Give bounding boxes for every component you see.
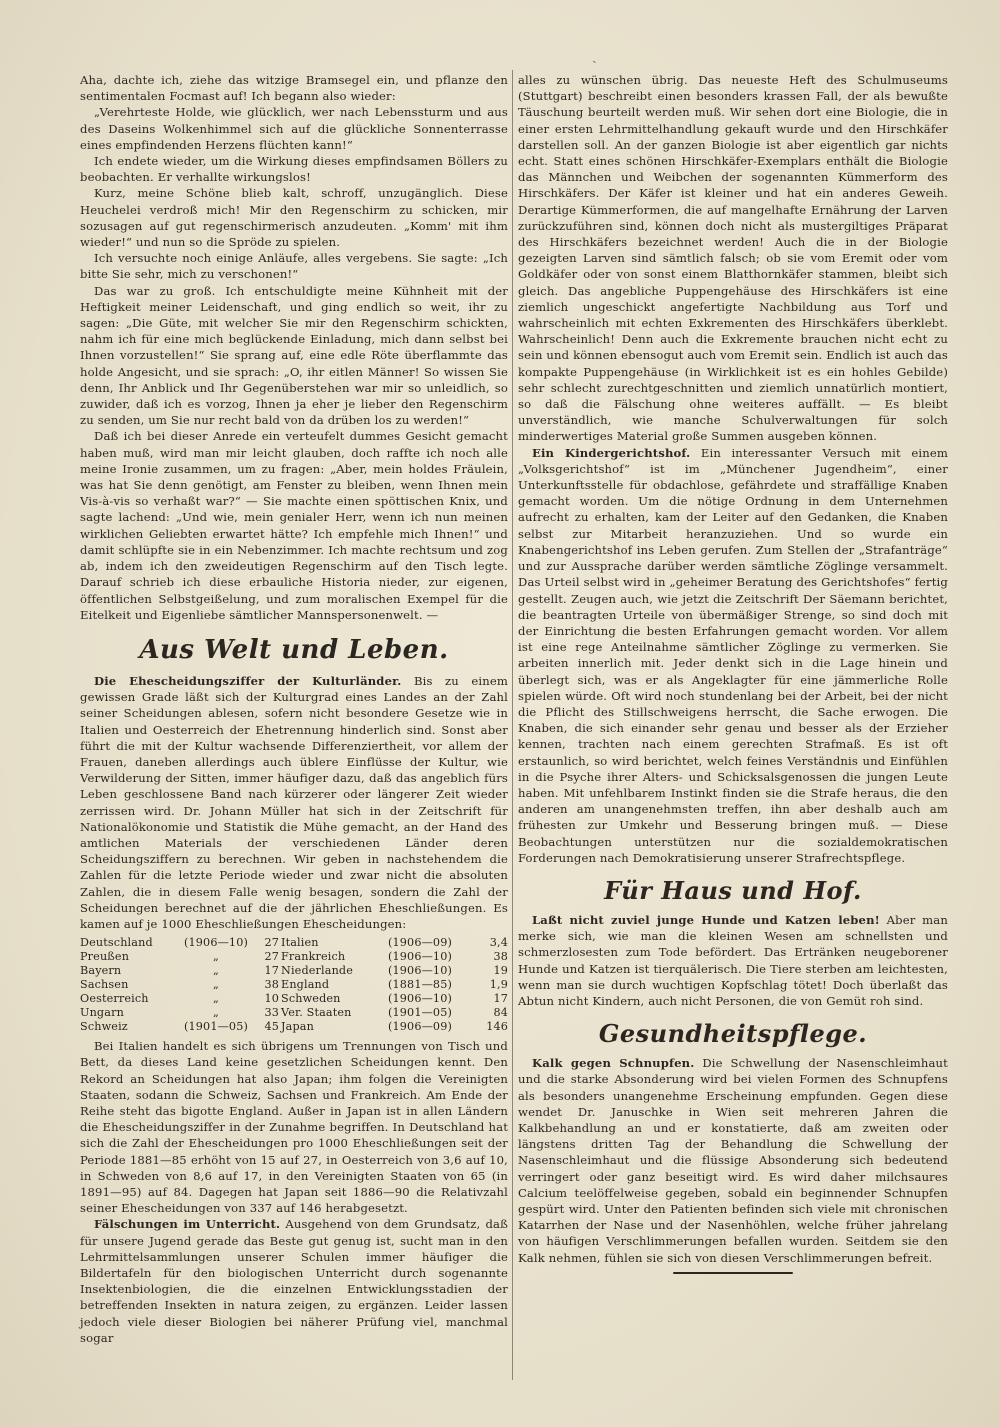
article-title: Laßt nicht zuviel junge Hunde und Katzen leben! [532,912,880,927]
column-divider [512,70,513,1380]
table-cell: 17 [264,964,279,978]
article-text: Aber man merke sich, wie man die kleinen Wesen am schnellsten und schmerzlosesten zum Tode befördert. Das Ertränken neugeborener Hunde und Katzen ist tierquälerisch. Die Tiere sterben am leichtesten, wenn man sie durch wuchtigen Kopfschlag tötet! Doch überlaßt das Abtun nicht Kindern, auch nicht Personen, die von Gemüt roh sind. [518,912,948,1008]
section-heading-welt-leben: Aus Welt und Leben. [139,634,449,665]
article-pets [518,912,948,1009]
table-cell: „ [213,978,219,992]
table-row [80,936,508,950]
article-title: Ein Kindergerichtshof. [532,445,691,460]
article-childrens-court [518,445,948,866]
article-forgeries [80,1216,508,1346]
article-title: Die Ehescheidungsziffer der Kulturländer. [94,673,402,688]
table-cell: 27 [264,936,279,950]
table-row [80,950,508,964]
table-cell: Italien [281,936,319,950]
article-title: Kalk gegen Schnupfen. [532,1056,695,1071]
table-cell: „ [213,964,219,978]
section-heading-gesundheit: Gesundheitspflege. [598,1019,868,1049]
table-cell: 84 [493,1006,508,1020]
table-cell: Frankreich [281,950,346,964]
article-paragraph: alles zu wünschen übrig. Das neueste Heft des Schulmuseums (Stuttgart) beschreibt einen besonders krassen Fall, der als bewußte Täuschung beurteilt werden muß. Wir sehen dort eine Biologie, die in einer ersten Lehrmittelhandlung gekauft wurde und den Hirschkäfer darstellen soll. An der ganzen Biologie ist aber eigentlich gar nichts echt. Statt eines schönen Hirschkäfer-Exemplars enthält die Biologie das Männchen und Weibchen der sogenannten Kümmerform des Hirschkäfers. Der Käfer ist kleiner und hat ein anderes Geweih. Derartige Kümmerformen, die auf mangelhafte Ernährung der Larven zurückzuführen sind, können doch nicht als mustergiltiges Präparat des Hirschkäfers bezeichnet werden! Auch die in der Biologie gezeigten Larven sind sämtlich falsch; ob sie vom Eremit oder vom Goldkäfer oder von sonst einem Blatthornkäfer stammen, bleibt sich gleich. Das angebliche Puppengehäuse des Hirschkäfers ist eine ziemlich ungeschickt angefertigte Nachbildung aus Torf und wahrscheinlich mit echten Exkrementen des Hirschkäfers überklebt. Wahrscheinlich! Denn auch die Exkremente brauchen nicht echt zu sein und können ebensogut auch vom Eremit sein. Endlich ist auch das kompakte Puppengehäuse (in Wirklichkeit ist es ein hohles Gebilde) sehr schlecht zurechtgeschnitten und ziemlich unnatürlich montiert, so daß die Fälschung ohne weiteres auffällt. — Es bleibt unverständlich, wie manche Schulverwaltungen für solch minderwertiges Material große Summen ausgeben können. [518,73,948,444]
right-column [518,72,948,1274]
article-text: Die Schwellung der Nasenschleimhaut und die starke Absonderung wird bei vielen Formen des Schnupfens als besonders unangenehme Erscheinung empfunden. Gegen diese wendet Dr. Januschke in Wien seit mehreren Jahren die Kalkbehandlung an und er konstatierte, daß am zweiten oder längstens dritten Tag der Behandlung die Schwellung der Nasenschleimhaut und die flüssige Absonderung sich bedeutend verringert oder ganz beseitigt wird. Es wird daher milchsaures Calcium teelöffelweise gegeben, sobald ein beginnender Schnupfen gespürt wird. Unter den Patienten befinden sich viele mit chronischen Katarrhen der Nase und der Nasenhöhlen, welche früher jahrelang von häufigen Verschlimmerungen befallen wurden. Seitdem sie den Kalk nehmen, fühlen sie sich von diesen Verschlimmerungen befreit. [518,1056,948,1265]
table-cell: 1,9 [489,978,508,992]
table-cell: 38 [493,950,508,964]
table-cell: 3,4 [489,936,508,950]
article-text: Ausgehend von dem Grundsatz, daß für unsere Jugend gerade das Beste gut genug ist, sucht man in den Lehrmittelsammlungen unserer Schulen immer häufiger die Bildertafeln für den biologischen Unterricht durch sogenannte Insektenbiologien, die die einzelnen Entwicklungsstadien der betreffenden Insekten in natura zeigen, zu ergänzen. Leider lassen jedoch viele dieser Biologien bei näherer Prüfung viel, manchmal sogar [80,1217,508,1345]
table-cell: Bayern [80,964,122,978]
table-cell: Preußen [80,950,130,964]
table-cell: 146 [486,1020,508,1034]
table-cell: 17 [493,992,508,1006]
story-paragraph: Das war zu groß. Ich entschuldigte meine Kühnheit mit der Heftigkeit meiner Leidenschaft, und ging endlich so weit, ihr zu sagen: „Die Güte, mit welcher Sie mir den Regenschirm schickten, nahm ich für eine mich beglückende Einladung, mich dann selbst bei Ihnen vorzustellen!“ Sie sprang auf, eine edle Röte überflammte das holde Angesicht, und sie sprach: „O, ihr eitlen Männer! So wissen Sie denn, Ihr Anblick und Ihr Gegenüberstehen war mir so unleidlich, so zuwider, daß ich es vorzog, Ihnen ja eher je lieber den Regenschirm zu senden, um Sie nur recht bald von da drüben los zu werden!“ [80,283,508,428]
table-cell: (1906—09) [388,1020,452,1034]
end-rule [673,1272,793,1274]
left-column [80,72,508,1346]
table-cell: Ver. Staaten [281,1006,352,1020]
table-cell: (1901—05) [184,1020,248,1034]
table-cell: Schweiz [80,1020,128,1034]
table-row [80,1020,508,1034]
table-cell: (1906—10) [388,964,452,978]
table-row [80,978,508,992]
table-cell: 10 [264,992,279,1006]
table-cell: 19 [493,964,508,978]
table-cell: Schweden [281,992,341,1006]
table-row [80,964,508,978]
table-cell: „ [213,992,219,1006]
divorce-stats-table [80,936,508,1034]
table-cell: „ [213,950,219,964]
article-title: Fälschungen im Unterricht. [94,1217,281,1232]
table-cell: Oesterreich [80,992,149,1006]
story-paragraph: Ich endete wieder, um die Wirkung dieses empfindsamen Böllers zu beobachten. Er verhallte wirkungslos! [80,154,508,185]
section-heading-haus-hof: Für Haus und Hof. [604,875,862,905]
table-cell: Deutschland [80,936,153,950]
table-cell: 33 [264,1006,279,1020]
table-cell: 38 [264,978,279,992]
article-paragraph: Bei Italien handelt es sich übrigens um Trennungen von Tisch und Bett, da dieses Land keine gesetzlichen Scheidungen kennt. Den Rekord an Scheidungen hat also Japan; ihm folgen die Vereinigten Staaten, sodann die Schweiz, Sachsen und Frankreich. Am Ende der Reihe steht das bigotte England. Außer in Japan ist in allen Ländern die Ehescheidungsziffer in der Zunahme begriffen. In Deutschland hat sich die Zahl der Ehescheidungen pro 1000 Eheschließungen seit der Periode 1881—85 erhöht von 15 auf 27, in Oesterreich von 3,6 auf 10, in Schweden von 8,6 auf 17, in den Vereinigten Staaten von 65 (in 1891—95) auf 84. Dagegen hat Japan seit 1886—90 die Relativzahl seiner Ehescheidungen von 337 auf 146 herabgesetzt. [80,1039,508,1216]
story-paragraph: Daß ich bei dieser Anrede ein verteufelt dummes Gesicht gemacht haben muß, wird man mir leicht glauben, doch raffte ich noch alle meine Ironie zusammen, um zu fragen: „Aber, mein holdes Fräulein, was hat Sie denn genötigt, am Fenster zu bleiben, wenn Ihnen mein Vis-à-vis so verhaßt war?“ — Sie machte einen spöttischen Knix, und sagte lachend: „Und wie, mein genialer Herr, wenn ich nun meinen wirklichen Geliebten erwartet hätte? Ich empfehle mich Ihnen!“ und damit schlüpfte sie in ein Nebenzimmer. Ich machte rechtsum und zog ab, indem ich den zweideutigen Regenschirm auf den Tisch legte. Darauf schrieb ich diese erbauliche Historia nieder, zur eigenen, öffentlichen Selbstgeißelung, und zum moralischen Exempel für die Eitelkeit und Eigenliebe sämtlicher Mannspersonenwelt. — [80,429,508,622]
table-cell: „ [213,1006,219,1020]
article-divorce [80,673,508,932]
table-cell: Japan [281,1020,314,1034]
table-cell: Ungarn [80,1006,124,1020]
table-cell: (1881—85) [388,978,452,992]
story-paragraph: Kurz, meine Schöne blieb kalt, schroff, unzugänglich. Diese Heuchelei verdroß mich! Mir den Regenschirm zu schicken, mir sozusagen auf gut regenschirmerisch anzudeuten. „Komm' mit ihm wieder!“ und nun so die Spröde zu spielen. [80,186,508,250]
table-cell: Niederlande [281,964,354,978]
table-cell: (1906—10) [388,950,452,964]
story-paragraph: Ich versuchte noch einige Anläufe, alles vergebens. Sie sagte: „Ich bitte Sie sehr, mich zu verschonen!“ [80,251,508,282]
table-row [80,1006,508,1020]
story-paragraph: Aha, dachte ich, ziehe das witzige Bramsegel ein, und pflanze den sentimentalen Focmast auf! Ich begann also wieder: [80,73,508,104]
article-lime [518,1055,948,1266]
table-cell: Sachsen [80,978,129,992]
table-cell: (1906—09) [388,936,452,950]
table-row [80,992,508,1006]
story-paragraph: „Verehrteste Holde, wie glücklich, wer nach Lebenssturm und aus des Daseins Wolkenhimmel sich auf die glückliche Sonnenterrasse eines empfindenden Herzens flüchten kann!“ [80,105,508,152]
table-cell: 45 [264,1020,279,1034]
table-cell: (1901—05) [388,1006,452,1020]
article-text: Ein interessanter Versuch mit einem „Volksgerichtshof“ ist im „Münchener Jugendheim“, einer Unterkunftsstelle für obdachlose, gefährdete und straffällige Knaben gemacht worden. Um die nötige Ordnung in dem Unternehmen aufrecht zu erhalten, kam der Leiter auf den Gedanken, die Knaben selbst zur Mitarbeit heranzuziehen. Und so wurde ein Knabengerichtshof ins Leben gerufen. Zum Stellen der „Strafanträge“ und zur Aussprache darüber werden sämtliche Zöglinge versammelt. Das Urteil selbst wird in „geheimer Beratung des Gerichtshofes“ fertig gestellt. Zeugen auch, wie jetzt die Zeitschrift Der Säemann berichtet, die beantragten Urteile von übermäßiger Strenge, so sind doch mit der Einrichtung die besten Erfahrungen gemacht worden. Vor allem ist eine rege Anteilnahme sämtlicher Zöglinge zu vermerken. Sie arbeiten innerlich mit. Jeder denkt sich in die Lage hinein und überlegt sich, was er als Angeklagter für eine jämmerliche Rolle spielen würde. Oft wird noch stundenlang bei der Arbeit, bei der nicht die Pflicht des Stillschweigens herrscht, die Sache erwogen. Die Knaben, die sich einander sehr genau und besser als der Erzieher kennen, trachten nach einem gerechten Strafmaß. Es ist oft erstaunlich, so wird berichtet, welch feines Verständnis und Einfühlen in die Psyche ihrer Alters- und Schicksalsgenossen die jungen Leute haben. Mit unfehlbarem Instinkt finden sie die Strafe heraus, die den anderen am unangenehmsten treffen, ihn aber deshalb auch am frühesten zur Umkehr und Besserung bringen muß. — Diese Beobachtungen unterstützen nur die sozialdemokratischen Forderungen nach Demokratisierung unserer Strafrechtspflege. [518,445,948,865]
table-cell: England [281,978,330,992]
article-text: Bis zu einem gewissen Grade läßt sich der Kulturgrad eines Landes an der Zahl seiner Scheidungen ablesen, sofern nicht besondere Gesetze wie in Italien und Oesterreich der Ehetrennung hinderlich sind. Sonst aber führt die mit der Kultur wachsende Differenziertheit, vor allem der Frauen, daneben allerdings auch üblere Einflüsse der Kultur, wie Verwilderung der Sitten, immer häufiger dazu, daß das angeblich fürs Leben geschlossene Band nach kürzerer oder längerer Zeit wieder zerrissen wird. Dr. Johann Müller hat sich in der Zeitschrift für Nationalökonomie und Statistik die Mühe gemacht, an der Hand des amtlichen Materials der verschiedenen Länder deren Scheidungsziffern zu berechnen. Wir geben in nachstehendem die Zahlen für die letzte Periode wieder und zwar nicht die absoluten Zahlen, die in diesem Falle wenig besagen, sondern die Zahl der Scheidungen berechnet auf die der jährlichen Eheschließungen. Es kamen auf je 1000 Eheschließungen Ehescheidungen: [80,673,508,931]
table-cell: 27 [264,950,279,964]
table-cell: (1906—10) [388,992,452,1006]
table-cell: (1906—10) [184,936,248,950]
print-mark: ˎ [592,48,597,64]
